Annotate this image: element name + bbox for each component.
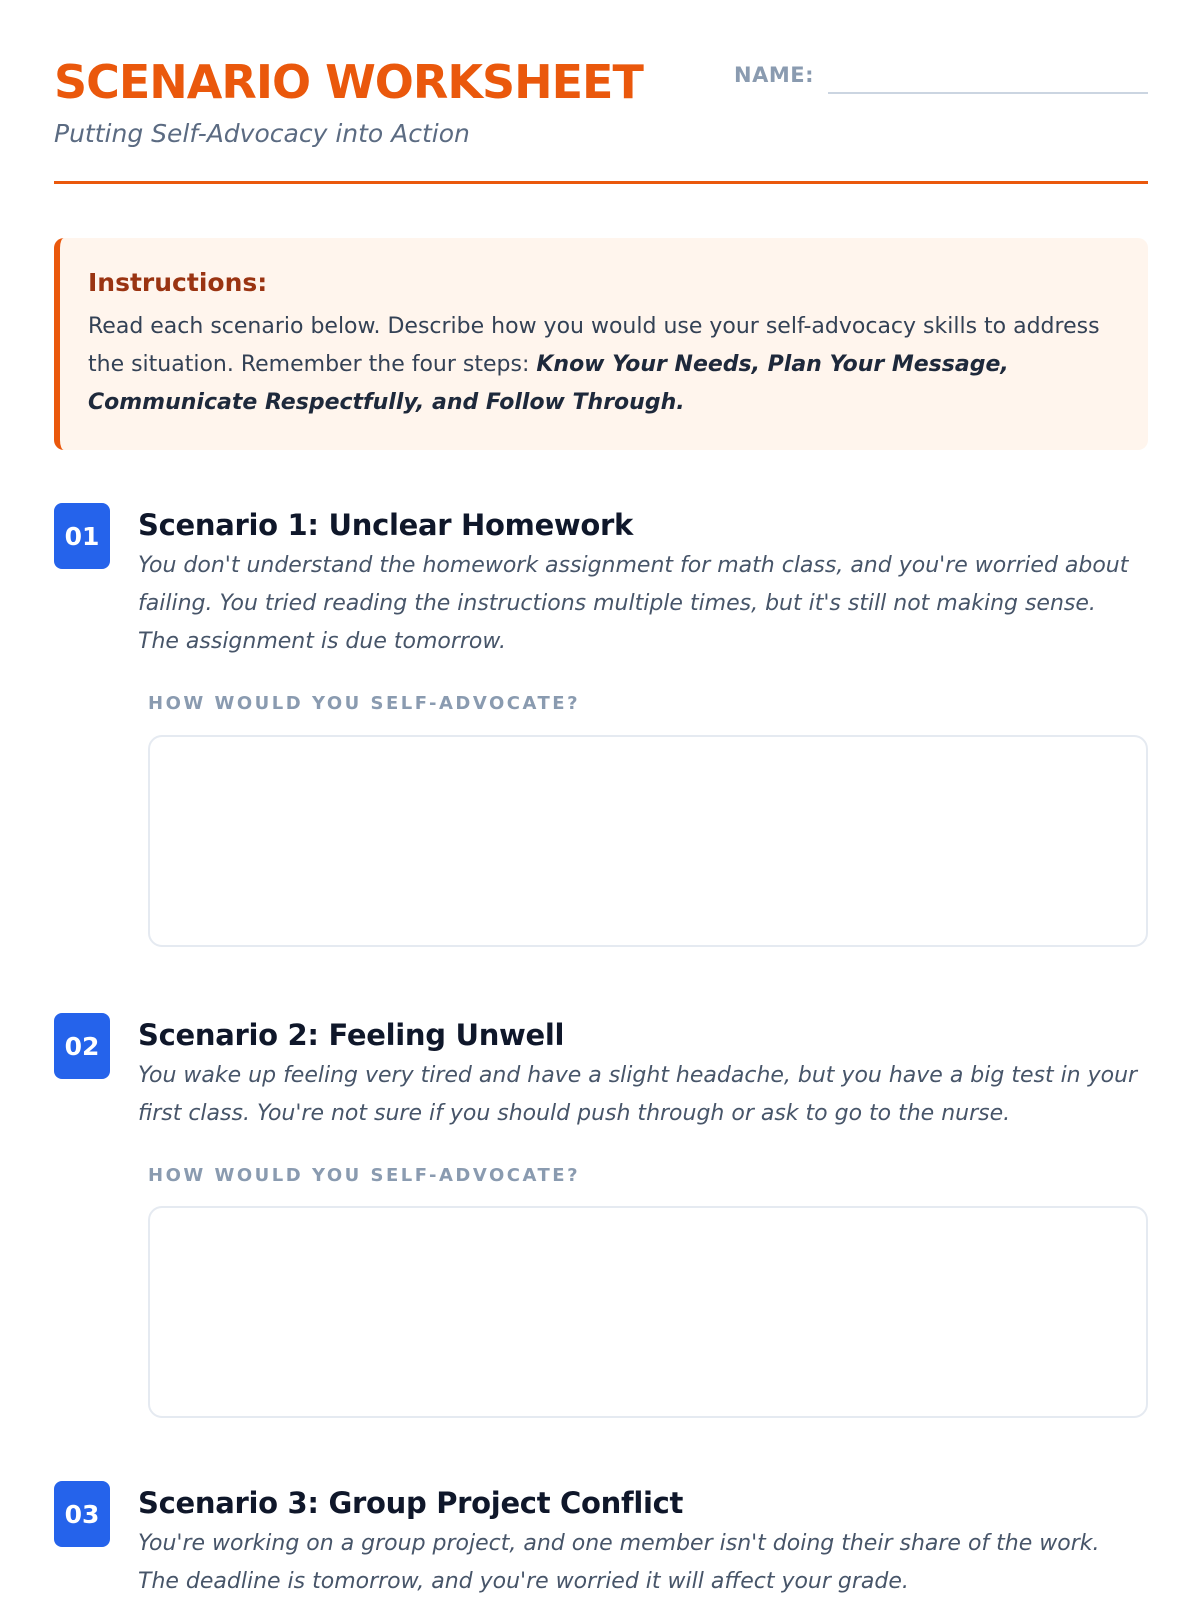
instructions-box [54, 238, 1148, 450]
worksheet-subtitle: Putting Self-Advocacy into Action [54, 119, 470, 148]
worksheet-header [54, 0, 1148, 184]
worksheet-title: SCENARIO WORKSHEET [54, 55, 643, 109]
scenario-number-badge: 03 [54, 1481, 110, 1547]
worksheet-page [54, 0, 1148, 1594]
scenario-title: Scenario 1: Unclear Homework [138, 508, 634, 542]
name-label: NAME: [734, 63, 814, 87]
scenario-description: You don't understand the homework assignment for math class, and you're worried about failing. You tried reading the instructions multiple times, but it's still not making sense. The assignment is due tomorrow. [138, 553, 1129, 654]
instructions-title: Instructions: [88, 268, 268, 297]
scenario-description: You wake up feeling very tired and have a slight headache, but you have a big test in your first class. You're not sure if you should push through or ask to go to the nurse. [138, 1063, 1138, 1126]
instructions-steps: Know Your Needs, Plan Your Message, Communicate Respectfully, and Follow Through. [88, 352, 1009, 415]
answer-prompt-label: HOW WOULD YOU SELF-ADVOCATE? [148, 1165, 581, 1186]
answer-box[interactable] [148, 1206, 1148, 1418]
scenario-description: You're working on a group project, and one member isn't doing their share of the work. The deadline is tomorrow, and you're worried it will affect your grade. [138, 1531, 1100, 1594]
name-field[interactable] [828, 66, 1148, 94]
scenario-number-badge: 02 [54, 1013, 110, 1079]
instructions-text [88, 308, 1122, 422]
answer-box[interactable] [148, 735, 1148, 947]
scenario-number-badge: 01 [54, 503, 110, 569]
instructions-body: Read each scenario below. Describe how you would use your self-advocacy skills to address the situation. Remember the four steps: [88, 314, 1100, 377]
answer-prompt-label: HOW WOULD YOU SELF-ADVOCATE? [148, 693, 581, 714]
scenario-title: Scenario 2: Feeling Unwell [138, 1018, 565, 1052]
scenario-title: Scenario 3: Group Project Conflict [138, 1486, 684, 1520]
